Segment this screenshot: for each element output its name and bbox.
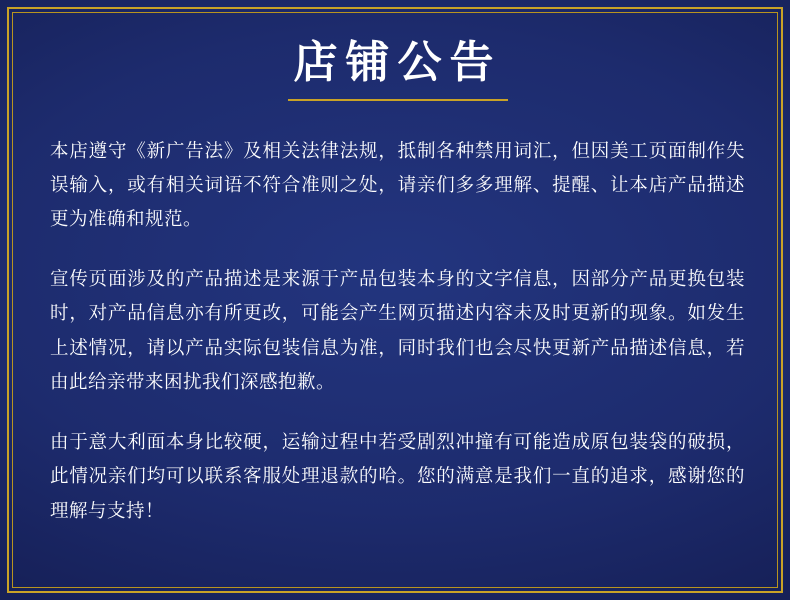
announcement-body xyxy=(50,135,745,529)
announcement-paragraph-2: 宣传页面涉及的产品描述是来源于产品包装本身的文字信息，因部分产品更换包装时，对产品信息亦有所更改，可能会产生网页描述内容未及时更新的现象。如发生上述情况，请以产品实际包装信息为准，同时我们也会尽快更新产品描述信息，若由此给亲带来困扰我们深感抱歉。 xyxy=(50,270,745,393)
announcement-paragraph-1: 本店遵守《新广告法》及相关法律法规，抵制各种禁用词汇，但因美工页面制作失误输入，或有相关词语不符合准则之处，请亲们多多理解、提醒、让本店产品描述更为准确和规范。 xyxy=(50,141,745,231)
poster-content xyxy=(50,38,745,570)
page-title: 店铺公告 xyxy=(288,38,508,101)
announcement-paragraph-3: 由于意大利面本身比较硬，运输过程中若受剧烈冲撞有可能造成原包装袋的破损，此情况亲们均可以联系客服处理退款的哈。您的满意是我们一直的追求，感谢您的理解与支持！ xyxy=(50,433,745,522)
title-container xyxy=(50,38,745,101)
